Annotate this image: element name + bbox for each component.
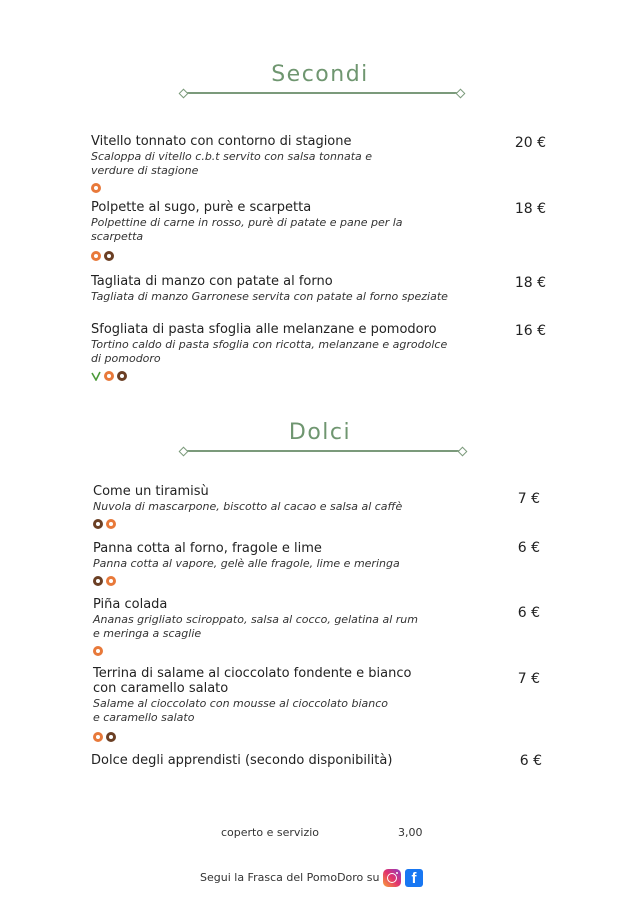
item-description: Polpettine di carne in rosso, purè di patate e pane per la scarpetta: [91, 216, 403, 243]
item-price: 20 €: [514, 135, 546, 151]
menu-item: [93, 484, 503, 529]
instagram-icon[interactable]: [383, 869, 401, 887]
social-links: [383, 869, 423, 887]
menu-item: [91, 753, 501, 768]
menu-item: [91, 200, 501, 261]
item-name: Dolce degli apprendisti (secondo disponibilità): [91, 753, 393, 768]
item-name: Come un tiramisù: [93, 484, 209, 499]
item-name: Terrina di salame al cioccolato fondente e bianco con caramello salato: [93, 666, 412, 696]
allergen-icons: [93, 645, 503, 656]
allergen-icons: [93, 731, 503, 742]
allergen-icons: [91, 370, 511, 381]
vegetarian-leaf-icon: [91, 371, 101, 381]
item-description: Tagliata di manzo Garronese servita con patate al forno speziate: [91, 290, 448, 303]
item-price: 6 €: [519, 753, 542, 769]
brown-dairy-icon: [93, 519, 103, 529]
secondi-divider: [180, 89, 464, 97]
social-follow-text: Segui la Frasca del PomoDoro su: [200, 871, 380, 884]
item-name: Sfogliata di pasta sfoglia alle melanzane e pomodoro: [91, 322, 437, 337]
item-description: Scaloppa di vitello c.b.t servito con salsa tonnata e verdure di stagione: [91, 150, 373, 177]
menu-item: [93, 541, 503, 586]
item-name: Polpette al sugo, purè e scarpetta: [91, 200, 312, 215]
item-price: 6 €: [517, 540, 540, 556]
item-price: 7 €: [517, 671, 540, 687]
orange-egg-icon: [93, 732, 103, 742]
menu-item: [93, 597, 503, 656]
brown-dairy-icon: [93, 576, 103, 586]
orange-egg-icon: [93, 646, 103, 656]
item-price: 18 €: [514, 275, 546, 291]
item-description: Salame al cioccolato con mousse al cioccolato bianco e caramello salato: [93, 697, 388, 724]
menu-item: [91, 274, 511, 304]
brown-dairy-icon: [117, 371, 127, 381]
orange-gluten-icon: [91, 251, 101, 261]
item-price: 7 €: [517, 491, 540, 507]
section-title-dolci: Dolci: [288, 420, 352, 445]
item-price: 16 €: [514, 323, 546, 339]
menu-item: [93, 666, 503, 742]
allergen-icons: [93, 518, 503, 529]
brown-dairy-icon: [104, 251, 114, 261]
menu-item: [91, 322, 511, 381]
item-name: Vitello tonnato con contorno di stagione: [91, 134, 352, 149]
orange-fish-icon: [91, 183, 101, 193]
section-title-secondi: Secondi: [271, 62, 369, 87]
orange-gluten-icon: [106, 519, 116, 529]
item-description: Nuvola di mascarpone, biscotto al cacao e salsa al caffè: [93, 500, 403, 513]
allergen-icons: [93, 575, 503, 586]
allergen-icons: [91, 250, 501, 261]
item-name: Tagliata di manzo con patate al forno: [91, 274, 333, 289]
allergen-icons: [91, 182, 501, 193]
item-description: Tortino caldo di pasta sfoglia con ricotta, melanzane e agrodolce di pomodoro: [91, 338, 448, 365]
item-name: Panna cotta al forno, fragole e lime: [93, 541, 322, 556]
item-name: Piña colada: [93, 597, 168, 612]
dolci-divider: [180, 447, 466, 455]
item-description: Ananas grigliato sciroppato, salsa al cocco, gelatina al rum e meringa a scaglie: [93, 613, 418, 640]
cover-charge-price: 3,00: [398, 826, 423, 839]
item-description: Panna cotta al vapore, gelè alle fragole, lime e meringa: [93, 557, 400, 570]
facebook-icon[interactable]: f: [405, 869, 423, 887]
cover-charge-label: coperto e servizio: [221, 826, 320, 839]
brown-dairy-icon: [106, 732, 116, 742]
item-price: 6 €: [517, 605, 540, 621]
menu-item: [91, 134, 501, 193]
orange-egg-icon: [106, 576, 116, 586]
item-price: 18 €: [514, 201, 546, 217]
orange-gluten-icon: [104, 371, 114, 381]
